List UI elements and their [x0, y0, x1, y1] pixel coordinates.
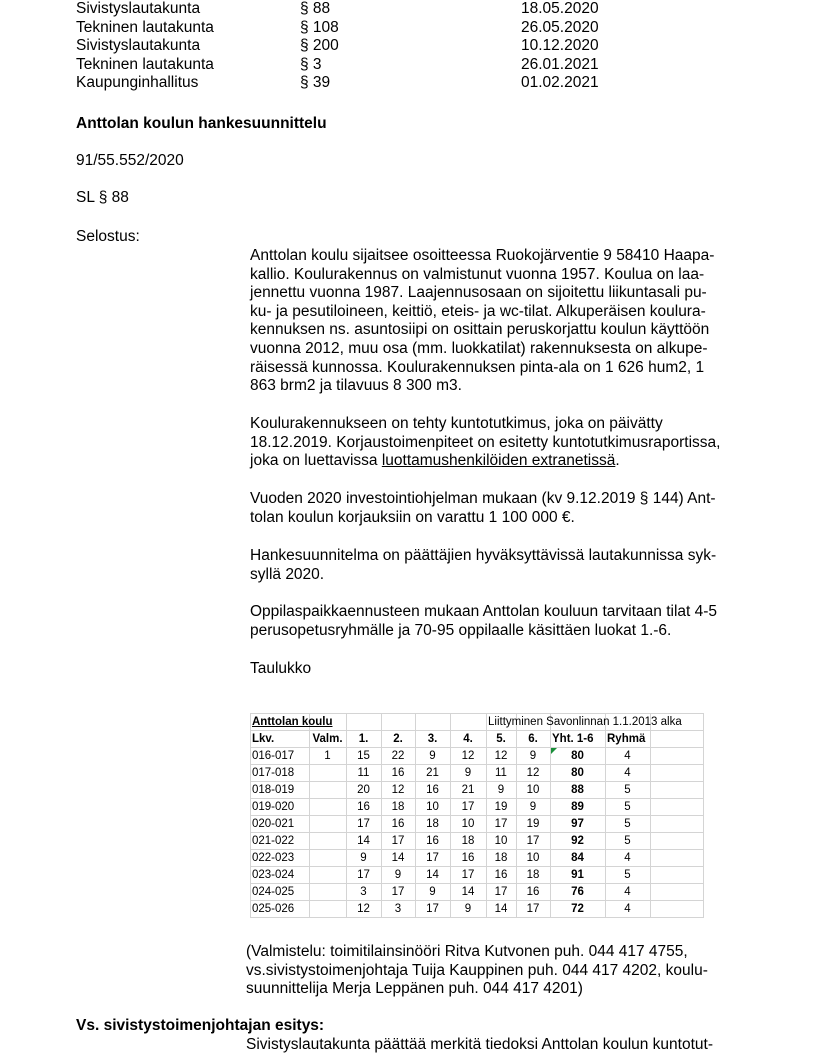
- table-cell: 16: [426, 835, 439, 847]
- table-cell: 019-020: [252, 801, 295, 813]
- table-cell: 4: [624, 852, 631, 864]
- table-cell: 5: [624, 784, 631, 796]
- text-line: Koulurakennukseen on tehty kuntotutkimus, joka on päivätty: [250, 415, 663, 432]
- table-cell: 89: [571, 801, 584, 813]
- table-cell: 17: [526, 835, 540, 847]
- extranet-link[interactable]: luottamushenkilöiden extranetissä: [381, 452, 616, 470]
- table-cell: 17: [357, 869, 370, 881]
- table-cell: 018-019: [252, 784, 295, 796]
- table-header-cell: 2.: [393, 733, 403, 745]
- grid-line: [309, 713, 310, 917]
- history-section: § 88: [300, 0, 331, 17]
- table-cell: 10: [494, 835, 508, 847]
- table-cell: 3: [360, 886, 367, 898]
- table-cell: 16: [494, 869, 508, 881]
- table-header-cell: Valm.: [312, 733, 343, 745]
- table-header-cell: Yht. 1-6: [552, 733, 594, 745]
- grid-line: [250, 781, 704, 782]
- text-line: suunnittelija Merja Leppänen puh. 044 417 4201): [246, 980, 583, 998]
- grid-line: [250, 917, 704, 918]
- table-cell: 17: [526, 903, 540, 915]
- grid-line: [550, 713, 551, 917]
- history-date: 26.01.2021: [521, 55, 599, 73]
- grid-line: [250, 900, 704, 901]
- table-cell: 21: [461, 784, 475, 796]
- text-line: Hankesuunnitelma on päättäjien hyväksyttävissä lautakunnissa syk-: [250, 547, 717, 564]
- document-title: Anttolan koulun hankesuunnittelu: [76, 115, 327, 132]
- grid-line: [450, 713, 451, 917]
- grid-line: [250, 883, 704, 884]
- table-cell: 18: [461, 835, 475, 847]
- text-line: 863 brm2 ja tilavuus 8 300 m3.: [250, 377, 462, 395]
- table-cell: 12: [391, 784, 405, 796]
- reference: SL § 88: [76, 189, 129, 206]
- table-cell: 16: [391, 767, 405, 779]
- table-cell: 10: [526, 852, 540, 864]
- table-cell: 12: [526, 767, 540, 779]
- grid-line: [381, 713, 382, 917]
- paragraph-project-plan: [250, 547, 750, 584]
- table-cell: 9: [394, 869, 402, 881]
- grid-line: [486, 713, 487, 917]
- history-section: § 3: [300, 55, 322, 73]
- grid-line: [605, 713, 606, 917]
- text-line: Anttolan koulu sijaitsee osoitteessa Ruokojärventie 9 58410 Haapa-: [250, 247, 715, 264]
- table-cell: 9: [497, 784, 505, 796]
- table-cell: 14: [461, 886, 475, 898]
- table-cell: 9: [529, 750, 537, 762]
- text-line: ku- ja pesutiloineen, keittiö, eteis- ja wc-tilat. Alkuperäisen koulura-: [250, 302, 706, 320]
- paragraph-description: [250, 247, 750, 396]
- history-section: § 39: [300, 74, 331, 92]
- table-header-cell: 3.: [427, 733, 438, 745]
- grid-line: [415, 713, 416, 917]
- text-line: (Valmistelu: toimitilainsinööri Ritva Kutvonen puh. 044 417 4755,: [246, 943, 688, 960]
- table-cell: 17: [461, 801, 475, 813]
- preparers: [246, 943, 746, 999]
- paragraph-forecast: [250, 603, 750, 640]
- history-body: Sivistyslautakunta: [76, 37, 201, 55]
- table-cell: 016-017: [252, 750, 295, 762]
- text-line: vs.sivistystoimenjohtaja Tuija Kauppinen puh. 044 417 4202, koulu-: [246, 961, 708, 979]
- case-number: 91/55.552/2020: [76, 152, 184, 169]
- text-line: räisessä kunnossa. Koulurakennuksen pinta-ala on 1 626 hum2, 1: [250, 358, 705, 376]
- table-cell: 19: [526, 818, 540, 830]
- grid-line: [250, 764, 704, 765]
- table-header-cell: 6.: [528, 733, 538, 745]
- history-body: Tekninen lautakunta: [76, 55, 214, 73]
- table-header-cell: 5.: [496, 733, 506, 745]
- table-cell: 022-023: [252, 852, 295, 864]
- table-cell: 025-026: [252, 903, 295, 915]
- table-cell: 9: [429, 886, 436, 898]
- history-row: [76, 0, 636, 19]
- history-row: [76, 74, 636, 93]
- text-line: kennuksen ns. asuntosiipi on osittain peruskorjattu koulun käyttöön: [250, 321, 710, 339]
- table-cell: 16: [461, 852, 475, 864]
- grid-line: [250, 798, 704, 799]
- history-row: [76, 56, 636, 75]
- table-cell: 12: [357, 903, 370, 915]
- proposal-heading: Vs. sivistystoimenjohtajan esitys:: [76, 1017, 325, 1034]
- text-line: jennettu vuonna 1987. Laajennusosaan on sijoitettu liikuntasali pu-: [250, 284, 707, 302]
- table-label: Taulukko: [250, 660, 312, 677]
- table-cell: 17: [391, 835, 405, 847]
- history-body: Sivistyslautakunta: [76, 0, 201, 17]
- table-cell: 4: [624, 903, 631, 915]
- table-cell: 72: [571, 903, 584, 915]
- table-cell: 17: [426, 903, 439, 915]
- table-cell: 17: [494, 886, 508, 898]
- history-section: § 108: [300, 18, 339, 36]
- history-date: 10.12.2020: [521, 37, 599, 55]
- table-cell: 20: [357, 784, 370, 796]
- table-cell: 18: [391, 801, 405, 813]
- history-body: Tekninen lautakunta: [76, 18, 214, 36]
- table-header-cell: 4.: [463, 733, 473, 745]
- table-note: Liittyminen Savonlinnan 1.1.2013 alka: [488, 716, 682, 728]
- table-cell: 9: [464, 903, 472, 915]
- table-cell: 17: [357, 818, 370, 830]
- table-cell: 80: [571, 767, 584, 779]
- table-cell: 10: [426, 801, 439, 813]
- grid-line: [516, 713, 517, 917]
- table-cell: 22: [391, 750, 405, 762]
- table-cell: 14: [391, 852, 405, 864]
- table-cell: 9: [464, 767, 472, 779]
- table-cell: 4: [624, 767, 631, 779]
- text-line: 18.12.2019. Korjaustoimenpiteet on esitetty kuntotutkimusraportissa,: [250, 433, 721, 451]
- table-cell: 9: [529, 801, 537, 813]
- grid-line: [250, 866, 704, 867]
- table-cell: 17: [426, 852, 439, 864]
- table-cell: 16: [391, 818, 405, 830]
- table-cell: 024-025: [252, 886, 295, 898]
- grid-line: [250, 849, 704, 850]
- table-header-cell: 1.: [358, 733, 369, 745]
- table-cell: 5: [624, 869, 631, 881]
- text-line: syllä 2020.: [250, 565, 325, 583]
- text-line: vuonna 2012, muu osa (mm. luokkatilat) rakennuksesta on alkupe-: [250, 339, 708, 357]
- history-date: 18.05.2020: [521, 0, 599, 17]
- history-date: 26.05.2020: [521, 18, 599, 36]
- text-line: tolan koulun korjauksiin on varattu 1 100 000 €.: [250, 508, 575, 526]
- cell-comment-flag-icon: [551, 748, 557, 754]
- table-cell: 88: [571, 784, 584, 796]
- table-cell: 4: [624, 750, 631, 762]
- table-cell: 12: [461, 750, 475, 762]
- history-row: [76, 19, 636, 38]
- table-cell: 18: [494, 852, 508, 864]
- table-cell: 16: [357, 801, 370, 813]
- table-cell: 017-018: [252, 767, 295, 779]
- table-cell: 76: [571, 886, 584, 898]
- table-title: Anttolan koulu: [252, 716, 333, 728]
- table-header-cell: Lkv.: [252, 733, 275, 745]
- table-cell: 1: [324, 750, 331, 762]
- table-cell: 11: [495, 767, 507, 779]
- proposal-text: Sivistyslautakunta päättää merkitä tiedoksi Anttolan koulun kuntotut-: [246, 1036, 713, 1053]
- table-cell: 020-021: [252, 818, 295, 830]
- table-cell: 91: [571, 869, 584, 881]
- history-body: Kaupunginhallitus: [76, 74, 199, 92]
- text-line: Vuoden 2020 investointiohjelman mukaan (kv 9.12.2019 § 144) Ant-: [250, 490, 716, 507]
- history-section: § 200: [300, 37, 339, 55]
- meeting-history: [76, 0, 636, 93]
- grid-line: [250, 815, 704, 816]
- table-cell: 023-024: [252, 869, 295, 881]
- enrollment-table: [250, 713, 704, 918]
- text-line: Oppilaspaikkaennusteen mukaan Anttolan kouluun tarvitaan tilat 4-5: [250, 603, 718, 620]
- table-cell: 19: [494, 801, 508, 813]
- table-cell: 18: [426, 818, 439, 830]
- table-cell: 80: [571, 750, 584, 762]
- table-cell: 3: [394, 903, 402, 915]
- grid-line: [703, 713, 704, 917]
- grid-line: [250, 832, 704, 833]
- table-cell: 14: [426, 869, 439, 881]
- table-cell: 5: [624, 818, 631, 830]
- table-cell: 18: [526, 869, 540, 881]
- table-cell: 92: [571, 835, 584, 847]
- grid-line: [250, 713, 704, 714]
- table-cell: 11: [357, 767, 370, 779]
- paragraph-investment: [250, 490, 750, 527]
- table-cell: 15: [357, 750, 370, 762]
- table-cell: 17: [391, 886, 405, 898]
- text-line: kallio. Koulurakennus on valmistunut vuonna 1957. Koulua on laa-: [250, 265, 705, 283]
- selostus-label: Selostus:: [76, 228, 140, 245]
- table-cell: 9: [360, 852, 367, 864]
- history-row: [76, 37, 636, 56]
- table-cell: 16: [426, 784, 439, 796]
- table-cell: 84: [571, 852, 584, 864]
- text-line: perusopetusryhmälle ja 70-95 oppilaalle käsittäen luokat 1.-6.: [250, 621, 672, 639]
- table-cell: 4: [624, 886, 631, 898]
- paragraph-condition-survey: [250, 415, 750, 471]
- paragraph-link-line: joka on luettavissa luottamushenkilöiden extranetissä.: [250, 452, 620, 470]
- table-cell: 16: [526, 886, 540, 898]
- table-cell: 5: [624, 801, 631, 813]
- grid-line: [346, 713, 347, 917]
- table-cell: 10: [526, 784, 540, 796]
- table-cell: 14: [357, 835, 370, 847]
- table-cell: 21: [426, 767, 439, 779]
- grid-line: [650, 713, 651, 917]
- table-cell: 10: [461, 818, 475, 830]
- table-cell: 14: [494, 903, 508, 915]
- table-header-cell: Ryhmä: [607, 733, 646, 745]
- history-date: 01.02.2021: [521, 74, 599, 92]
- table-cell: 17: [494, 818, 508, 830]
- table-cell: 12: [494, 750, 508, 762]
- table-cell: 97: [571, 818, 584, 830]
- table-cell: 021-022: [252, 835, 295, 847]
- grid-line: [250, 730, 704, 731]
- table-cell: 5: [624, 835, 631, 847]
- table-cell: 17: [461, 869, 475, 881]
- grid-line: [250, 713, 251, 917]
- table-cell: 9: [429, 750, 436, 762]
- grid-line: [250, 747, 704, 748]
